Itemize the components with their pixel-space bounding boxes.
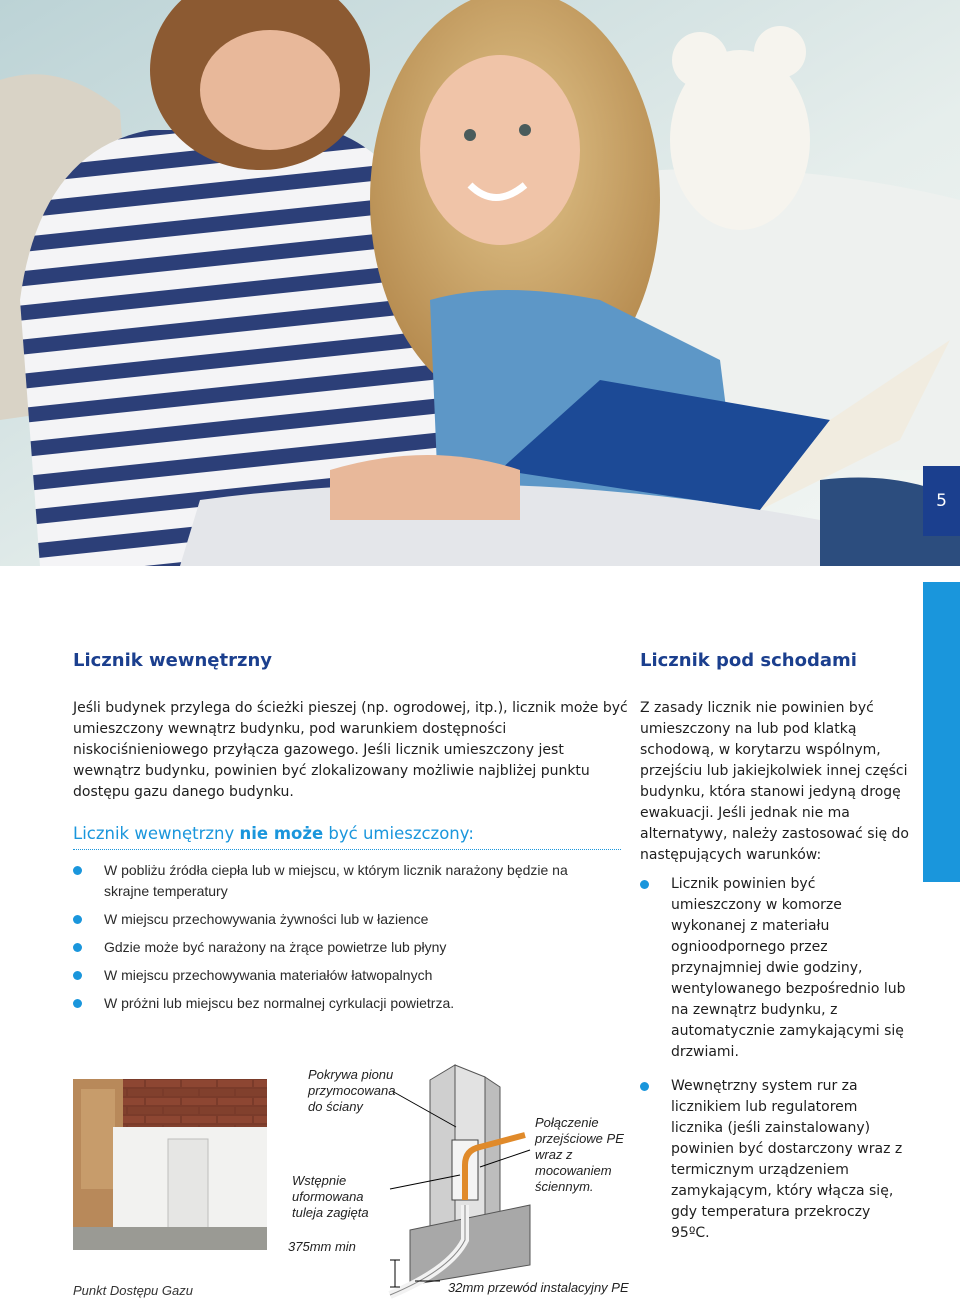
list-item-text: W miejscu przechowywania żywności lub w łazience [104, 911, 429, 927]
restrictions-list [73, 860, 603, 1021]
conditions-list [640, 874, 910, 1257]
list-item [73, 860, 603, 902]
photo-caption: Punkt Dostępu Gazu [73, 1283, 193, 1298]
installation-diagram [280, 1055, 630, 1301]
bullet-icon [73, 971, 82, 980]
list-item-text: W miejscu przechowywania materiałów łatwopalnych [104, 967, 433, 983]
accent-side-bar [923, 582, 960, 882]
diagram-label-cover: Pokrywa pionu przymocowana do ściany [308, 1067, 396, 1114]
list-item-text: Wewnętrzny system rur za licznikiem lub regulatorem licznika (jeśli zainstalowany) powinien być dostarczony wraz z termicznym urządzeniem zamykającym, który włącza się, gdy temperatura przekroczy 95ºC. [671, 1078, 903, 1241]
list-item [73, 937, 603, 958]
bullet-icon [73, 915, 82, 924]
hero-photo [0, 0, 960, 566]
diagram-label-sleeve: Wstępnie uformowana tuleja zagięta [292, 1173, 369, 1220]
subheading-part1: Licznik wewnętrzny [73, 824, 240, 843]
gas-access-point-photo [73, 1079, 267, 1250]
list-item-text: Gdzie może być narażony na żrące powietrze lub płyny [104, 939, 447, 955]
page-number: 5 [936, 491, 947, 511]
list-item-text: Licznik powinien być umieszczony w komorze wykonanej z materiału ognioodpornego przez przynajmniej dwie godziny, wentylowanego bezpośrednio lub na zewnątrz budynku, z automatycznie zamykającymi się drzwiami. [671, 876, 906, 1060]
under-stairs-intro: Z zasady licznik nie powinien być umieszczony na lub pod klatką schodową, w korytarzu wspólnym, przejściu lub jakiejkolwiek innej części budynku, która stanowi jedyną drogę ewakuacji. Jeśli jednak nie ma alternatywy, należy zastosować się do następujących warunków: [640, 700, 909, 863]
bullet-icon [73, 866, 82, 875]
subheading-part2: być umieszczony: [323, 824, 474, 843]
diagram-label-connection: Połączenie przejściowe PE wraz z mocowaniem ściennym. [535, 1115, 624, 1194]
list-item [73, 909, 603, 930]
restrictions-subheading [73, 824, 621, 850]
internal-meter-intro: Jeśli budynek przylega do ścieżki pieszej (np. ogrodowej, itp.), licznik może być umieszczony wewnątrz budynku, pod warunkiem dostępności niskociśnieniowego przyłącza gazowego. Jeśli licznik umieszczony jest wewnątrz budynku, powinien być zlokalizowany możliwie najbliżej punktu dostępu gazu danego budynku. [73, 700, 628, 800]
diagram-label-pipe: 32mm przewód instalacyjny PE [448, 1280, 629, 1295]
subheading-emphasis: nie może [239, 824, 324, 843]
page-number-tab [923, 466, 960, 536]
bullet-icon [73, 999, 82, 1008]
list-item [73, 993, 603, 1014]
list-item [73, 965, 603, 986]
heading-under-stairs: Licznik pod schodami [640, 650, 857, 671]
diagram-label-depth: 375mm min [288, 1239, 356, 1254]
list-item-text: W próżni lub miejscu bez normalnej cyrkulacji powietrza. [104, 995, 455, 1011]
list-item-text: W pobliżu źródła ciepła lub w miejscu, w którym licznik narażony będzie na skrajne temperatury [104, 862, 568, 899]
list-item [640, 1076, 910, 1244]
bullet-icon [640, 1082, 649, 1091]
heading-internal-meter: Licznik wewnętrzny [73, 650, 273, 671]
list-item [640, 874, 910, 1063]
bullet-icon [640, 880, 649, 889]
bullet-icon [73, 943, 82, 952]
